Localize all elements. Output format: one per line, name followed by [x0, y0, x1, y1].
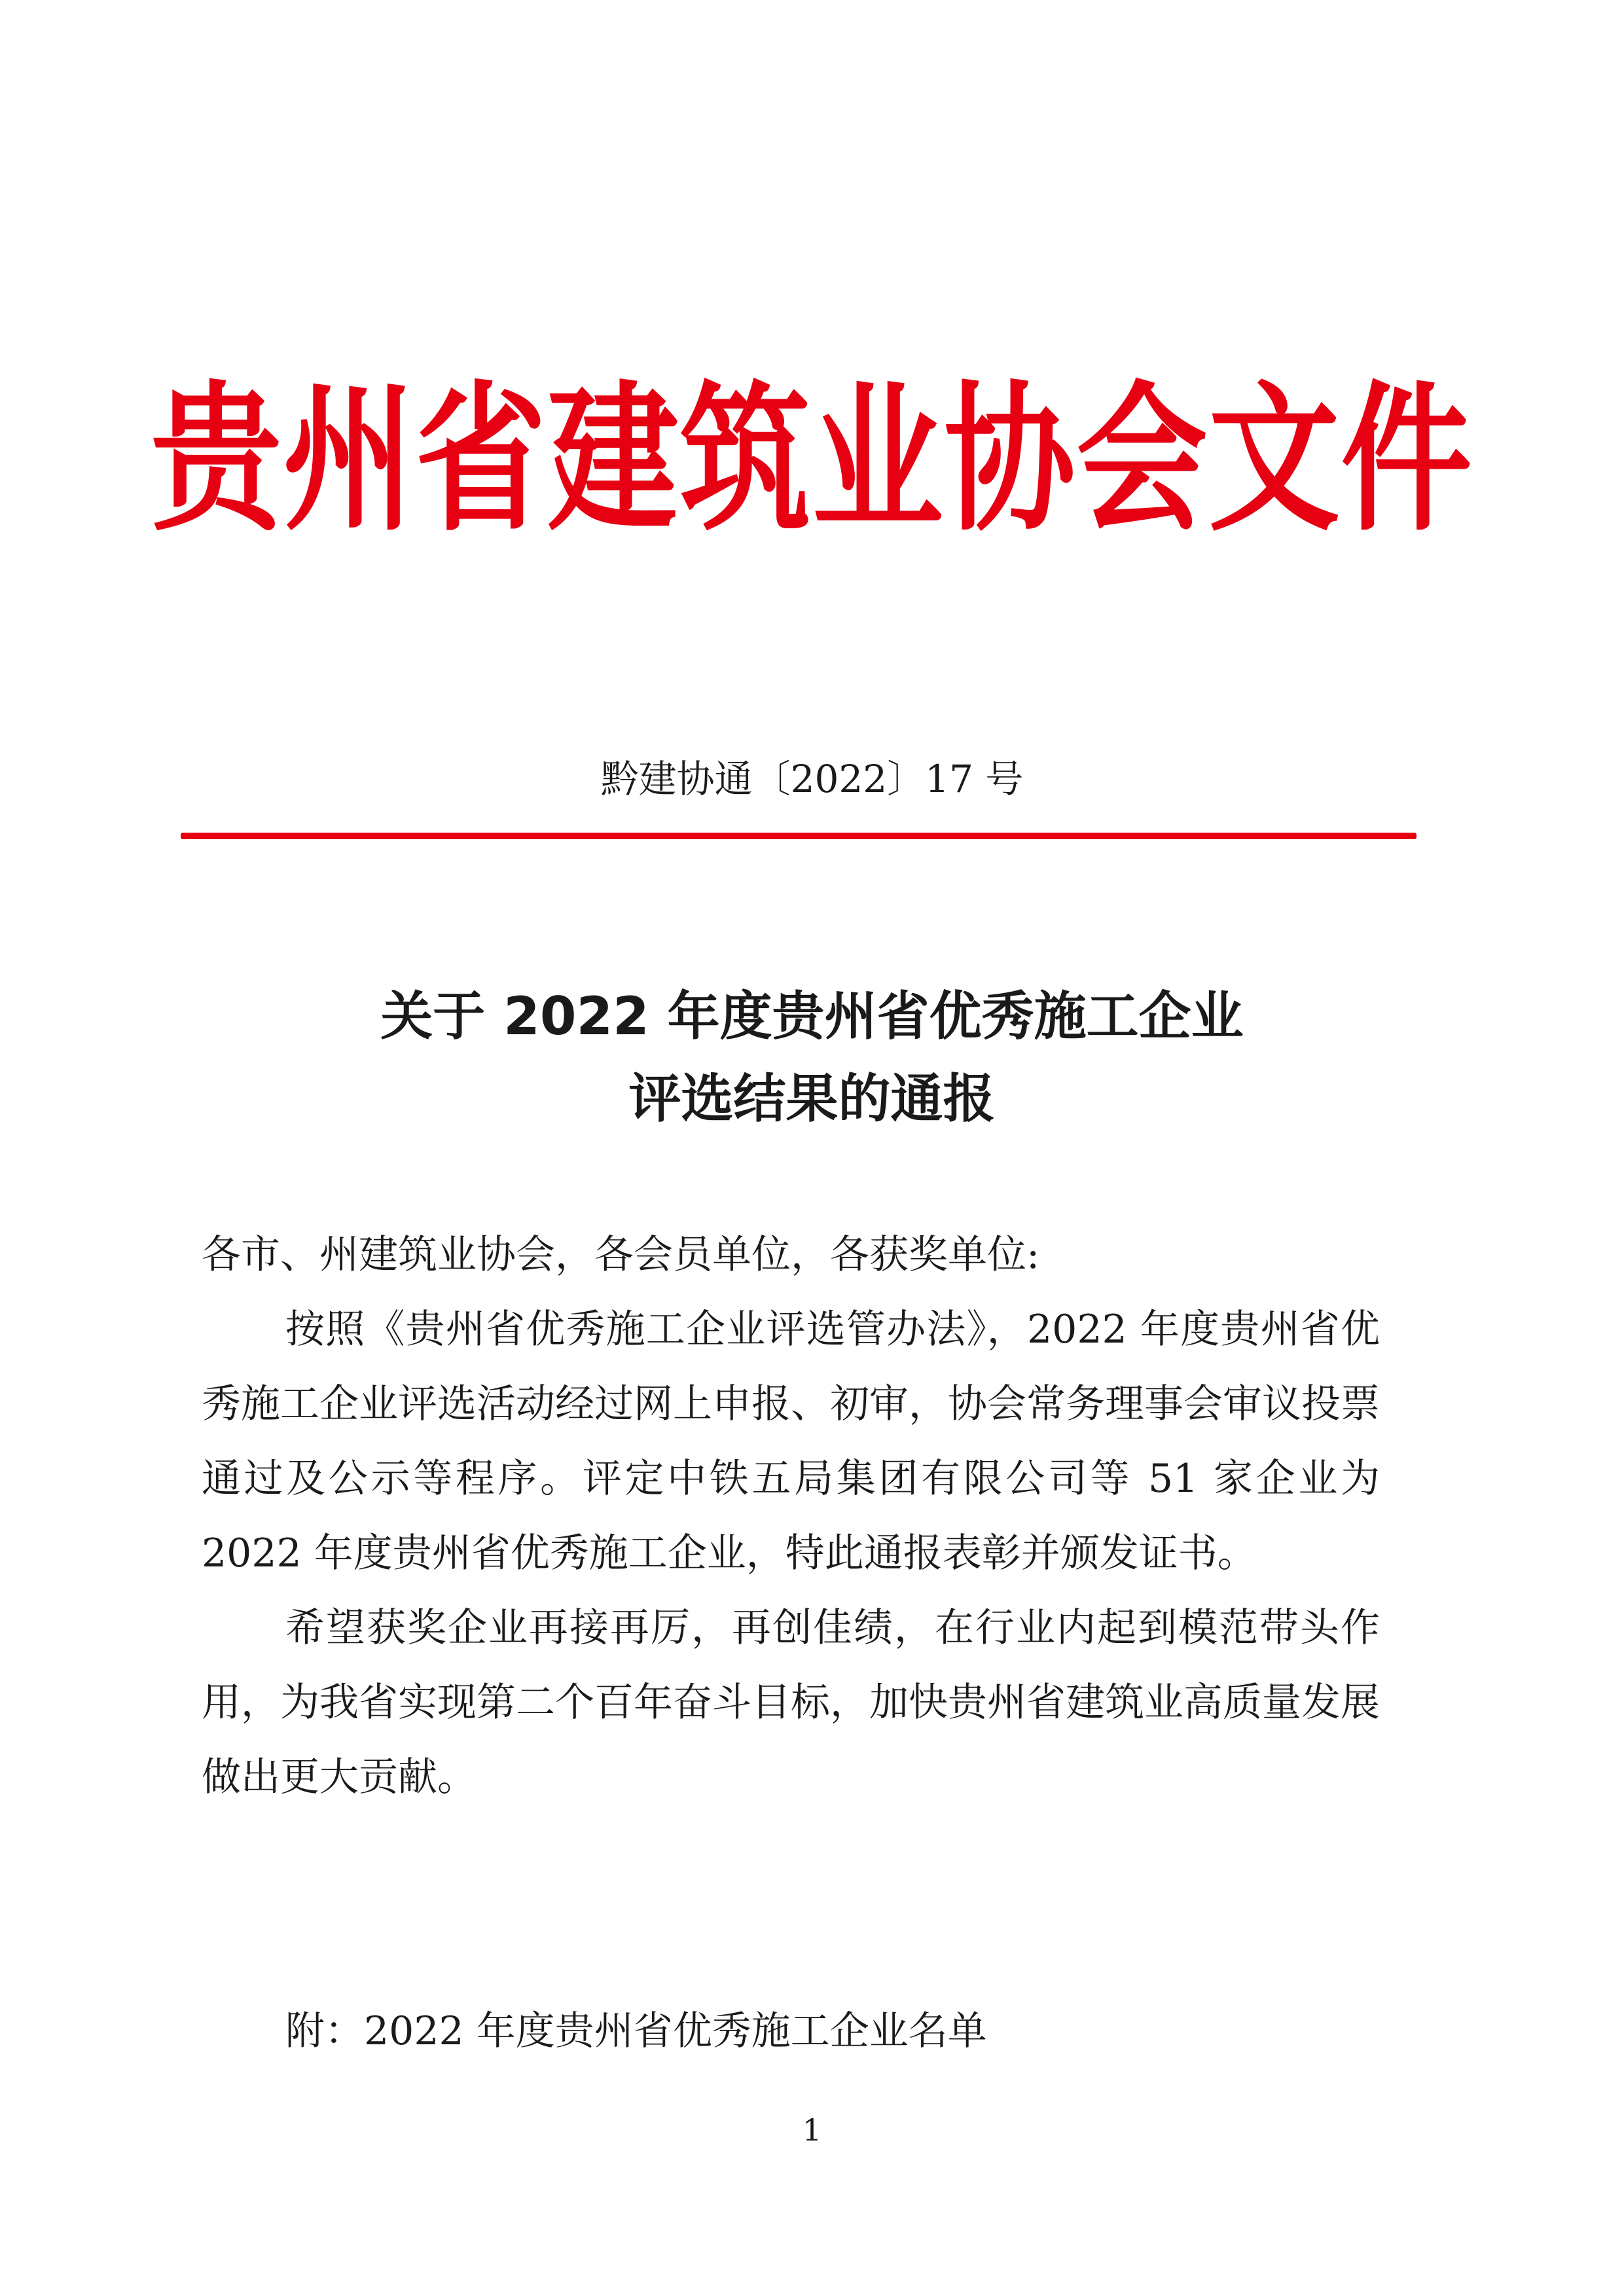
document-number: 黔建协通〔2022〕17 号: [600, 757, 1024, 801]
notice-title-line-2: 评选结果的通报: [628, 1068, 996, 1129]
notice-title-line-1: 关于 2022 年度贵州省优秀施工企业: [380, 986, 1244, 1047]
body-paragraph-1: 按照《贵州省优秀施工企业评选管办法》，2022 年度贵州省优秀施工企业评选活动经过网上申报、初审，协会常务理事会审议投票通过及公示等程序。评定中铁五局集团有限公司等 51 家企业为 2022 年度贵州省优秀施工企业，特此通报表彰并颁发证书。: [202, 1307, 1380, 1576]
salutation: 各市、州建筑业协会，各会员单位，各获奖单位:: [202, 1232, 1040, 1278]
notice-title: [0, 975, 1624, 1140]
body-paragraph-2: 希望获奖企业再接再厉，再创佳绩，在行业内起到模范带头作用，为我省实现第二个百年奋斗目标，加快贵州省建筑业高质量发展做出更大贡献。: [202, 1605, 1380, 1800]
page-number: 1: [802, 2112, 822, 2148]
header-divider: [181, 833, 1416, 839]
org-document-header: 贵州省建筑业协会文件: [151, 367, 1473, 554]
attachment-note: 附：2022 年度贵州省优秀施工企业名单: [285, 2008, 987, 2054]
notice-body: [202, 1218, 1380, 1815]
